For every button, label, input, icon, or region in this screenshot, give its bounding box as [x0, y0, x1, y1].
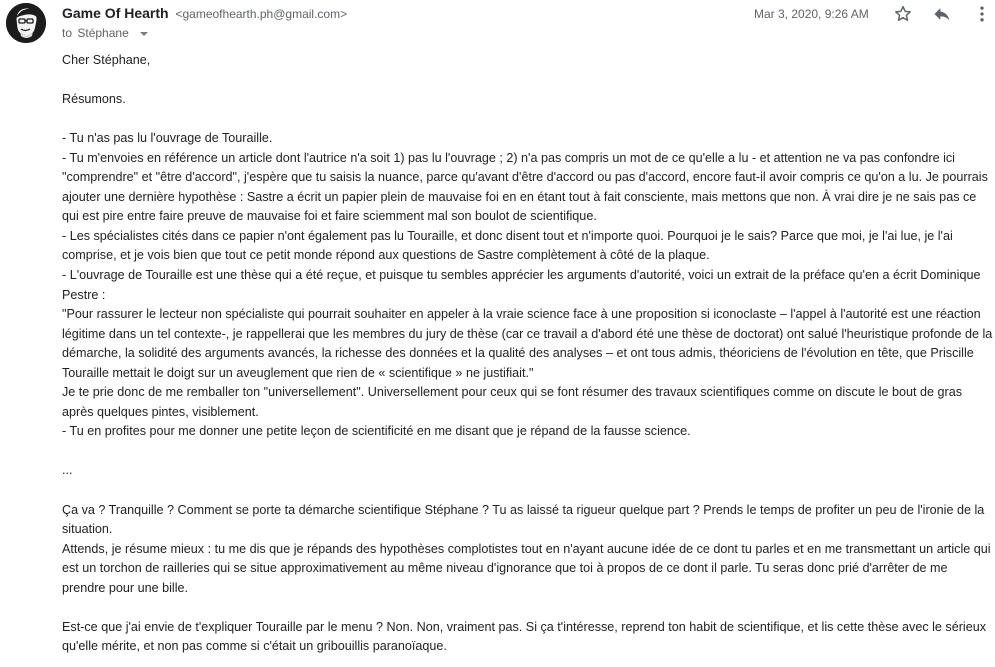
reply-button[interactable]: [930, 2, 954, 26]
body-line: - Les spécialistes cités dans ce papier n'ont également pas lu Touraille, et donc disent tout et n'importe quoi. Pourquoi je le sais? Parce que moi, je l'ai lue, je l'ai comprise, et je vois bien que tout ce petit monde répond aux questions de Sastre complètement à côté de la plaque.: [62, 228, 953, 263]
body-line: Cher Stéphane,: [62, 53, 151, 67]
star-icon: [893, 4, 913, 24]
body-line: [62, 442, 994, 462]
reply-icon: [932, 4, 952, 24]
to-label: to: [62, 26, 73, 40]
recipient-name: Stéphane: [77, 26, 129, 40]
body-line: Est-ce que j'ai envie de t'expliquer Touraille par le menu ? Non. Non, vraiment pas. Si ça t'intéresse, reprend ton habit de scientifique, et lis cette thèse avec le sérieux qu'elle mérite, et non pas comme si c'était un gribouillis paranoïaque.: [62, 619, 987, 654]
message-date: Mar 3, 2020, 9:26 AM: [754, 7, 869, 21]
recipient-line: [62, 26, 148, 40]
more-options-button[interactable]: [970, 2, 994, 26]
body-line: Ça va ? Tranquille ? Comment se porte ta démarche scientifique Stéphane ? Tu as laissé ta rigueur quelque part ? Prends le temps de profiter un peu de l'ironie de la situation.: [62, 502, 985, 537]
sender-email: <gameofhearth.ph@gmail.com>: [175, 7, 348, 21]
sender-line: [62, 5, 347, 21]
body-line: [62, 110, 994, 130]
sender-name[interactable]: Game Of Hearth: [62, 5, 169, 21]
body-line: - Tu n'as pas lu l'ouvrage de Touraille.: [62, 131, 273, 146]
body-line: - Tu m'envoies en référence un article dont l'autrice n'a soit 1) pas lu l'ouvrage ; 2) n'a pas compris un mot de ce qu'elle a lu - et attention ne va pas confondre ici "comprendre" et "être d'accord", j'espère que tu saisis la nuance, parce qu'avant d'être d'accord ou pas d'accord, encore faut-il avoir compris ce qu'on a lu. Je pourrais ajouter une dernière hypothèse : Sastre a écrit un papier plein de mauvaise foi en en étant tout à fait consciente, mais mettons que non. À vrai dire je ne sais pas ce qui est pire entre faire preuve de mauvaise foi et faire sciemment mal son boulot de scientifique.: [62, 150, 988, 224]
body-line: Je te prie donc de me remballer ton "universellement". Universellement pour ceux qui se font résumer des travaux scientifiques comme on discute le bout de gras après quelques pintes, visiblement.: [62, 385, 963, 419]
sender-avatar[interactable]: [6, 3, 46, 43]
avatar-face-icon: [6, 3, 46, 43]
message-body: [62, 51, 994, 657]
body-line: [62, 481, 994, 501]
body-line: Résumons.: [62, 92, 126, 107]
star-button[interactable]: [891, 2, 915, 26]
body-line: [62, 598, 994, 618]
body-line: [62, 71, 994, 91]
caret-down-icon[interactable]: [140, 32, 148, 36]
body-line: - Tu en profites pour me donner une petite leçon de scientificité en me disant que je répand de la fausse science.: [62, 424, 691, 439]
quote-line: "Pour rassurer le lecteur non spécialiste qui pourrait souhaiter en appeler à la vraie science face à une proposition si iconoclaste – l'appel à l'autorité est une réaction légitime dans un tel contexte-, je rappellerai que les membres du jury de thèse (car ce travail a d'abord été une thèse de doctorat) ont salué l'heuristique profonde de la démarche, la solidité des arguments avancés, la richesse des données et la qualité des analyses – et ont tous admis, théoriciens de l'évolution en tête, que Priscille Touraille mettait le doigt sur un aveuglement que rien de « scientifique » ne justifiait.": [62, 307, 993, 380]
more-vert-icon: [972, 4, 992, 24]
body-line: Attends, je résume mieux : tu me dis que je répands des hypothèses complotistes tout en n'ayant aucune idée de ce dont tu parles et en me transmettant un article qui est un torchon de railleries qui se situe approximativement au même niveau d'ignorance que toi à propos de ce dont il parle. Tu seras donc prié d'arrêter de me prendre pour une bille.: [62, 541, 991, 595]
body-line: - L'ouvrage de Touraille est une thèse qui a été reçue, et puisque tu sembles apprécier les arguments d'autorité, voici un extrait de la préface qu'en a écrit Dominique Pestre :: [62, 268, 981, 302]
body-line: ...: [62, 463, 73, 478]
